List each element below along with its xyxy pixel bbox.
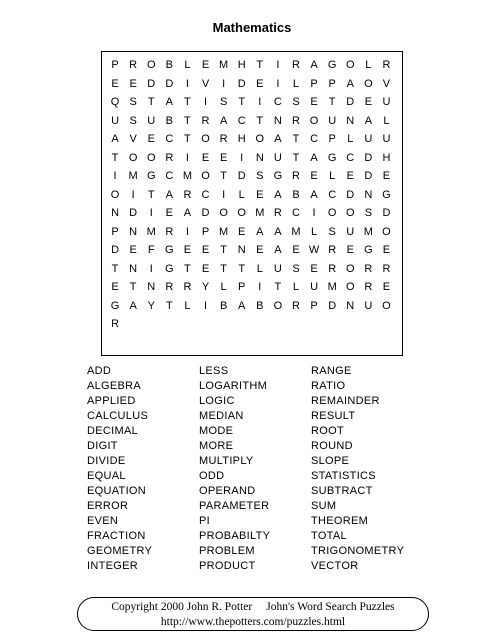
grid-letter: Y bbox=[147, 299, 155, 312]
grid-letter: E bbox=[256, 188, 264, 201]
grid-letter: E bbox=[183, 244, 192, 257]
grid-letter: P bbox=[201, 225, 210, 238]
grid-letter: E bbox=[111, 77, 119, 90]
grid-letter: C bbox=[237, 114, 246, 127]
grid-letter: L bbox=[184, 299, 191, 312]
grid-letter: E bbox=[201, 262, 210, 275]
grid-letter: S bbox=[292, 262, 300, 275]
grid-letter: A bbox=[274, 244, 282, 257]
letter-grid-cells bbox=[106, 56, 396, 352]
grid-letter: S bbox=[129, 96, 137, 109]
grid-letter: R bbox=[165, 281, 174, 294]
grid-letter: T bbox=[238, 96, 246, 109]
word-list bbox=[0, 364, 504, 576]
grid-letter: O bbox=[382, 299, 391, 312]
grid-letter: T bbox=[184, 96, 191, 109]
grid-letter: U bbox=[273, 151, 282, 164]
grid-letter: T bbox=[129, 281, 137, 294]
grid-letter: R bbox=[292, 114, 300, 127]
footer-banner bbox=[77, 597, 429, 631]
grid-letter: U bbox=[346, 225, 355, 238]
grid-letter: R bbox=[382, 262, 391, 275]
word-list-item: SUBTRACT bbox=[311, 485, 373, 497]
grid-letter: T bbox=[147, 188, 155, 201]
grid-letter: U bbox=[382, 133, 391, 146]
grid-letter: E bbox=[364, 96, 373, 109]
word-list-item: LOGARITHM bbox=[199, 380, 268, 392]
grid-letter: U bbox=[382, 96, 391, 109]
grid-letter: H bbox=[237, 133, 246, 146]
grid-letter: N bbox=[237, 244, 246, 257]
grid-letter: A bbox=[129, 299, 137, 312]
letter-grid bbox=[101, 51, 403, 356]
grid-letter: A bbox=[274, 133, 282, 146]
grid-letter: I bbox=[131, 188, 135, 201]
grid-letter: L bbox=[184, 59, 191, 72]
grid-letter: M bbox=[182, 170, 192, 183]
grid-letter: M bbox=[219, 225, 229, 238]
word-list-item: TOTAL bbox=[311, 530, 347, 542]
grid-letter: O bbox=[110, 188, 120, 201]
word-list-item: EQUATION bbox=[87, 485, 147, 497]
word-list-item: THEOREM bbox=[311, 515, 369, 527]
grid-letter: E bbox=[292, 244, 300, 257]
grid-letter: A bbox=[274, 225, 282, 238]
grid-letter: C bbox=[165, 133, 174, 146]
word-list-column-3 bbox=[311, 364, 404, 574]
grid-letter: B bbox=[219, 299, 228, 312]
word-list-item: MODE bbox=[199, 425, 234, 437]
grid-letter: D bbox=[237, 170, 246, 183]
copyright-text: Copyright 2000 John R. Potter bbox=[111, 601, 253, 613]
grid-letter: P bbox=[111, 59, 119, 72]
grid-letter: C bbox=[201, 188, 210, 201]
grid-letter: O bbox=[255, 133, 265, 146]
grid-letter: N bbox=[273, 114, 282, 127]
grid-letter: I bbox=[258, 281, 262, 294]
grid-letter: E bbox=[165, 207, 173, 220]
grid-letter: M bbox=[327, 281, 337, 294]
grid-letter: R bbox=[364, 281, 373, 294]
grid-letter: E bbox=[382, 170, 391, 183]
grid-letter: R bbox=[328, 262, 337, 275]
grid-letter: V bbox=[129, 133, 137, 146]
grid-letter: S bbox=[256, 170, 264, 183]
grid-letter: U bbox=[273, 262, 282, 275]
word-list-item: ROUND bbox=[311, 440, 353, 452]
word-list-item: PI bbox=[199, 515, 210, 527]
grid-letter: U bbox=[364, 133, 373, 146]
grid-letter: G bbox=[146, 170, 156, 183]
grid-letter: N bbox=[346, 299, 355, 312]
word-list-item: INTEGER bbox=[87, 560, 138, 572]
grid-letter: A bbox=[364, 114, 373, 127]
grid-letter: U bbox=[111, 114, 120, 127]
grid-letter: L bbox=[347, 133, 354, 146]
grid-letter: S bbox=[364, 207, 373, 220]
grid-letter: M bbox=[219, 59, 229, 72]
grid-letter: E bbox=[129, 244, 137, 257]
word-list-item: VECTOR bbox=[311, 560, 359, 572]
grid-letter: G bbox=[165, 244, 174, 257]
grid-letter: L bbox=[329, 170, 336, 183]
grid-letter: U bbox=[310, 281, 319, 294]
grid-letter: Y bbox=[201, 281, 210, 294]
grid-letter: A bbox=[274, 188, 282, 201]
grid-letter: D bbox=[328, 299, 337, 312]
grid-letter: A bbox=[310, 188, 318, 201]
grid-letter: O bbox=[146, 59, 156, 72]
grid-letter: B bbox=[292, 188, 300, 201]
grid-letter: R bbox=[219, 133, 228, 146]
grid-letter: H bbox=[382, 151, 391, 164]
grid-letter: D bbox=[382, 207, 391, 220]
grid-letter: C bbox=[346, 151, 355, 164]
grid-letter: G bbox=[327, 59, 337, 72]
grid-letter: T bbox=[111, 262, 119, 275]
grid-letter: L bbox=[311, 225, 318, 238]
grid-letter: D bbox=[165, 77, 174, 90]
grid-letter: T bbox=[184, 114, 191, 127]
grid-letter: B bbox=[165, 59, 173, 72]
grid-letter: I bbox=[185, 225, 189, 238]
grid-letter: L bbox=[292, 281, 300, 294]
word-list-item: FRACTION bbox=[87, 530, 146, 542]
grid-letter: A bbox=[111, 133, 119, 146]
grid-letter: I bbox=[203, 299, 208, 312]
grid-letter: I bbox=[312, 207, 316, 220]
grid-letter: B bbox=[165, 114, 173, 127]
grid-letter: M bbox=[255, 207, 265, 220]
grid-letter: O bbox=[327, 207, 337, 220]
grid-letter: O bbox=[345, 281, 355, 294]
grid-letter: S bbox=[219, 96, 228, 109]
grid-letter: L bbox=[365, 59, 372, 72]
grid-letter: O bbox=[273, 299, 283, 312]
grid-letter: E bbox=[310, 262, 318, 275]
grid-letter: N bbox=[147, 281, 156, 294]
grid-letter: V bbox=[382, 77, 391, 90]
word-list-item: APPLIED bbox=[87, 395, 136, 407]
grid-letter: G bbox=[364, 244, 373, 257]
grid-letter: I bbox=[203, 96, 208, 109]
grid-letter: L bbox=[220, 281, 227, 294]
word-list-item: MULTIPLY bbox=[199, 455, 254, 467]
grid-letter: D bbox=[201, 207, 210, 220]
grid-letter: D bbox=[111, 244, 120, 257]
grid-letter: P bbox=[310, 77, 318, 90]
grid-letter: N bbox=[364, 188, 373, 201]
grid-letter: Q bbox=[110, 96, 120, 109]
grid-letter: E bbox=[201, 59, 210, 72]
grid-letter: O bbox=[309, 114, 319, 127]
grid-letter: P bbox=[328, 77, 336, 90]
word-list-item: OPERAND bbox=[199, 485, 256, 497]
grid-letter: G bbox=[165, 262, 174, 275]
grid-letter: S bbox=[328, 225, 336, 238]
grid-letter: A bbox=[165, 96, 173, 109]
grid-letter: E bbox=[147, 133, 155, 146]
grid-letter: P bbox=[328, 133, 336, 146]
grid-letter: M bbox=[291, 225, 301, 238]
grid-letter: A bbox=[310, 151, 318, 164]
grid-letter: O bbox=[364, 77, 373, 90]
grid-letter: V bbox=[201, 77, 210, 90]
grid-letter: P bbox=[310, 299, 318, 312]
grid-letter: E bbox=[129, 77, 137, 90]
grid-letter: E bbox=[310, 96, 318, 109]
grid-letter: I bbox=[149, 262, 153, 275]
word-list-column-2 bbox=[199, 364, 270, 574]
word-list-item: STATISTICS bbox=[311, 470, 376, 482]
grid-letter: H bbox=[237, 59, 246, 72]
grid-letter: E bbox=[346, 170, 354, 183]
word-list-item: PROBLEM bbox=[199, 545, 255, 557]
grid-letter: R bbox=[183, 281, 192, 294]
grid-letter: E bbox=[201, 244, 210, 257]
grid-letter: T bbox=[256, 59, 264, 72]
grid-letter: T bbox=[184, 133, 191, 146]
grid-letter: R bbox=[111, 318, 120, 331]
grid-letter: G bbox=[382, 188, 391, 201]
grid-letter: D bbox=[346, 188, 355, 201]
grid-letter: L bbox=[383, 114, 390, 127]
word-list-item: SUM bbox=[311, 500, 337, 512]
grid-letter: U bbox=[364, 299, 373, 312]
word-list-item: PARAMETER bbox=[199, 500, 270, 512]
word-list-item: ODD bbox=[199, 470, 225, 482]
word-list-item: REMAINDER bbox=[311, 395, 380, 407]
word-list-item: TRIGONOMETRY bbox=[311, 545, 405, 557]
puzzle-series-name: John's Word Search Puzzles bbox=[266, 601, 395, 613]
grid-letter: A bbox=[183, 207, 192, 220]
grid-letter: B bbox=[256, 299, 264, 312]
word-list-item: LOGIC bbox=[199, 395, 235, 407]
grid-letter: T bbox=[238, 262, 246, 275]
grid-letter: A bbox=[219, 114, 228, 127]
grid-letter: T bbox=[220, 170, 227, 183]
grid-letter: M bbox=[146, 225, 156, 238]
grid-letter: F bbox=[147, 244, 155, 257]
grid-letter: R bbox=[165, 225, 174, 238]
grid-letter: I bbox=[258, 96, 262, 109]
word-list-item: ERROR bbox=[87, 500, 129, 512]
grid-letter: D bbox=[364, 170, 373, 183]
grid-letter: O bbox=[345, 59, 355, 72]
grid-letter: D bbox=[237, 77, 246, 90]
grid-letter: T bbox=[274, 281, 282, 294]
grid-letter: T bbox=[220, 244, 227, 257]
grid-letter: R bbox=[364, 262, 373, 275]
grid-letter: O bbox=[237, 207, 246, 220]
grid-letter: C bbox=[165, 170, 174, 183]
grid-letter: E bbox=[201, 151, 210, 164]
grid-letter: A bbox=[238, 299, 246, 312]
grid-letter: C bbox=[273, 96, 282, 109]
grid-letter: T bbox=[184, 262, 191, 275]
grid-letter: N bbox=[346, 114, 355, 127]
grid-letter: N bbox=[129, 225, 138, 238]
word-list-item: ROOT bbox=[311, 425, 344, 437]
grid-letter: T bbox=[256, 114, 264, 127]
grid-letter: R bbox=[183, 188, 192, 201]
word-list-item: RESULT bbox=[311, 410, 356, 422]
word-list-item: LESS bbox=[199, 365, 229, 377]
grid-letter: T bbox=[220, 262, 227, 275]
grid-letter: I bbox=[149, 207, 153, 220]
grid-letter: G bbox=[110, 299, 120, 312]
grid-letter: E bbox=[382, 281, 391, 294]
grid-letter: I bbox=[185, 151, 189, 164]
grid-letter: E bbox=[219, 151, 228, 164]
grid-letter: R bbox=[292, 299, 300, 312]
grid-letter: R bbox=[292, 59, 300, 72]
grid-letter: O bbox=[201, 133, 210, 146]
grid-letter: G bbox=[327, 151, 337, 164]
grid-letter: O bbox=[382, 225, 391, 238]
grid-letter: E bbox=[310, 170, 318, 183]
grid-letter: I bbox=[276, 77, 280, 90]
grid-letter: P bbox=[111, 225, 119, 238]
grid-letter: I bbox=[222, 188, 226, 201]
word-list-item: PRODUCT bbox=[199, 560, 256, 572]
grid-letter: A bbox=[256, 225, 264, 238]
grid-letter: A bbox=[346, 77, 354, 90]
word-list-item: EVEN bbox=[87, 515, 119, 527]
grid-letter: O bbox=[345, 207, 355, 220]
word-list-item: DIVIDE bbox=[87, 455, 126, 467]
grid-letter: R bbox=[165, 151, 174, 164]
grid-letter: S bbox=[292, 96, 300, 109]
grid-letter: C bbox=[328, 188, 337, 201]
word-list-item: SLOPE bbox=[311, 455, 350, 467]
grid-letter: P bbox=[238, 281, 246, 294]
footer-credits bbox=[78, 601, 428, 613]
word-list-item: DIGIT bbox=[87, 440, 118, 452]
grid-letter: W bbox=[308, 244, 320, 257]
grid-letter: R bbox=[273, 207, 282, 220]
grid-letter: R bbox=[328, 244, 337, 257]
grid-letter: D bbox=[129, 207, 138, 220]
grid-letter: A bbox=[310, 59, 318, 72]
grid-letter: I bbox=[240, 151, 244, 164]
grid-letter: T bbox=[292, 151, 300, 164]
word-list-item: PROBABILTY bbox=[199, 530, 271, 542]
word-list-item: RATIO bbox=[311, 380, 346, 392]
grid-letter: N bbox=[255, 151, 264, 164]
grid-letter: L bbox=[238, 188, 245, 201]
grid-letter: T bbox=[328, 96, 336, 109]
word-list-column-1 bbox=[87, 364, 152, 574]
grid-letter: E bbox=[111, 281, 119, 294]
grid-letter: A bbox=[165, 188, 173, 201]
grid-letter: R bbox=[129, 59, 138, 72]
grid-letter: O bbox=[345, 262, 355, 275]
grid-letter: E bbox=[382, 244, 391, 257]
grid-letter: E bbox=[346, 244, 354, 257]
grid-letter: S bbox=[129, 114, 137, 127]
grid-letter: I bbox=[276, 59, 280, 72]
grid-letter: R bbox=[292, 170, 300, 183]
grid-letter: O bbox=[201, 170, 210, 183]
word-list-item: ALGEBRA bbox=[87, 380, 142, 392]
word-list-item: GEOMETRY bbox=[87, 545, 153, 557]
grid-letter: T bbox=[165, 299, 173, 312]
grid-letter: E bbox=[256, 244, 264, 257]
grid-letter: I bbox=[185, 77, 189, 90]
grid-letter: R bbox=[201, 114, 210, 127]
grid-letter: U bbox=[147, 114, 156, 127]
grid-letter: T bbox=[147, 96, 155, 109]
word-list-item: DECIMAL bbox=[87, 425, 138, 437]
grid-letter: D bbox=[346, 96, 355, 109]
grid-letter: C bbox=[310, 133, 319, 146]
grid-letter: T bbox=[111, 151, 119, 164]
grid-letter: M bbox=[363, 225, 373, 238]
grid-letter: M bbox=[128, 170, 138, 183]
footer-url[interactable]: http://www.thepotters.com/puzzles.html bbox=[160, 616, 346, 628]
word-list-item: EQUAL bbox=[87, 470, 126, 482]
grid-letter: D bbox=[364, 151, 373, 164]
grid-letter: C bbox=[292, 207, 300, 220]
grid-letter: T bbox=[292, 133, 300, 146]
grid-letter: G bbox=[273, 170, 283, 183]
word-list-item: MORE bbox=[199, 440, 234, 452]
grid-letter: O bbox=[146, 151, 156, 164]
grid-letter: I bbox=[113, 170, 117, 183]
grid-letter: N bbox=[111, 207, 120, 220]
word-list-item: CALCULUS bbox=[87, 410, 149, 422]
grid-letter: O bbox=[219, 207, 228, 220]
grid-letter: L bbox=[292, 77, 300, 90]
grid-letter: I bbox=[222, 77, 226, 90]
word-list-item: ADD bbox=[87, 365, 112, 377]
grid-letter: R bbox=[382, 59, 391, 72]
grid-letter: L bbox=[256, 262, 263, 275]
grid-letter: D bbox=[147, 77, 156, 90]
grid-letter: E bbox=[238, 225, 246, 238]
grid-letter: O bbox=[128, 151, 138, 164]
grid-letter: E bbox=[256, 77, 264, 90]
grid-letter: N bbox=[129, 262, 138, 275]
puzzle-title: Mathematics bbox=[212, 20, 292, 35]
grid-letter: U bbox=[328, 114, 337, 127]
word-list-item: RANGE bbox=[311, 365, 352, 377]
word-list-item: MEDIAN bbox=[199, 410, 244, 422]
